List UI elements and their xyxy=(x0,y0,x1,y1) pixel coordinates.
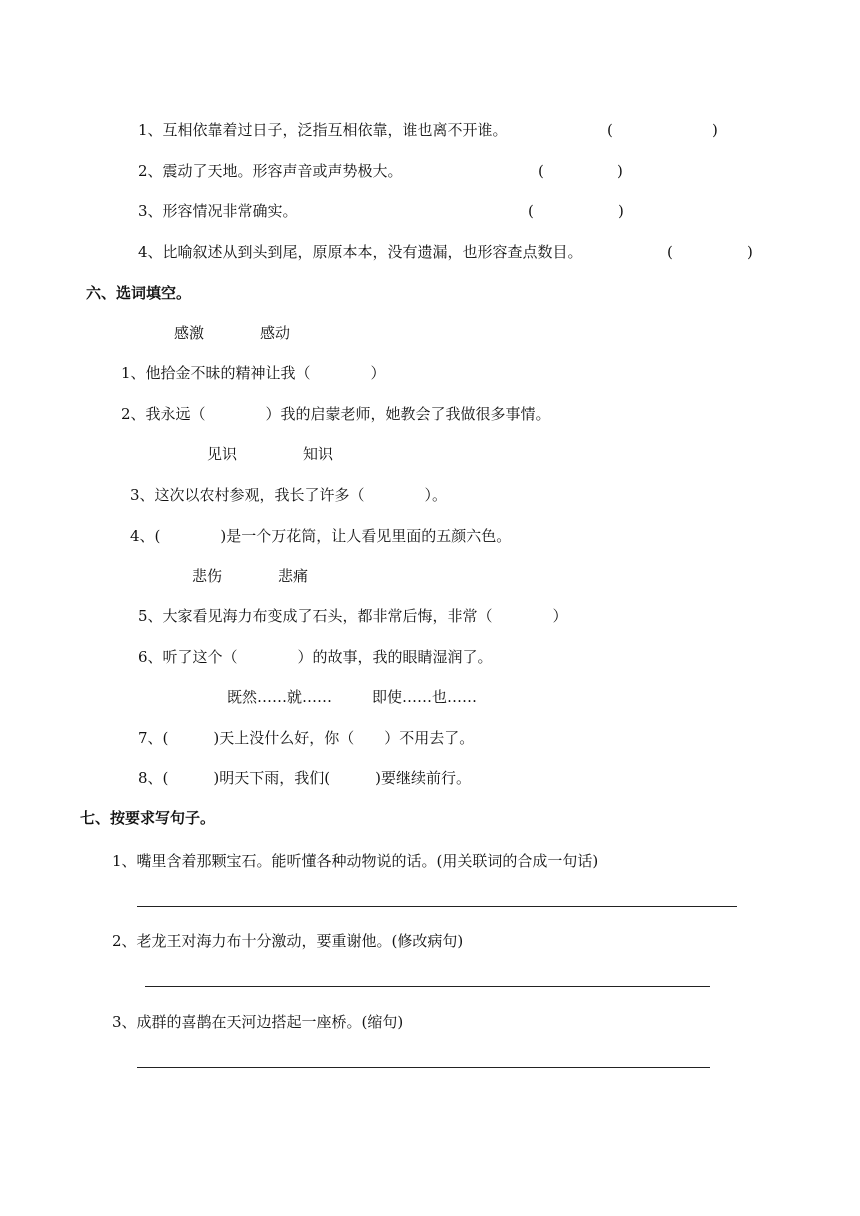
word-choice-4a: 既然……就…… xyxy=(227,688,333,706)
answer-blank-close-3: ) xyxy=(618,202,624,220)
fill-item-7: 7、( )天上没什么好，你（ ）不用去了。 xyxy=(138,729,475,747)
word-choice-1b: 感动 xyxy=(260,324,291,342)
answer-blank-close-2: ) xyxy=(617,162,623,180)
fill-item-2: 2、我永远（ ）我的启蒙老师，她教会了我做很多事情。 xyxy=(121,405,551,423)
word-choice-2a: 见识 xyxy=(207,445,238,463)
fill-item-5: 5、大家看见海力布变成了石头，都非常后悔，非常（ ） xyxy=(138,607,568,625)
section-6-title: 六、选词填空。 xyxy=(86,284,192,302)
sentence-task-2: 2、老龙王对海力布十分激动，要重谢他。(修改病句) xyxy=(112,932,464,950)
sentence-task-3: 3、成群的喜鹊在天河边搭起一座桥。(缩句) xyxy=(112,1013,404,1031)
answer-blank-open-4: ( xyxy=(667,243,673,261)
fill-item-1: 1、他拾金不昧的精神让我（ ） xyxy=(121,364,386,382)
definition-item-2: 2、震动了天地。形容声音或声势极大。 xyxy=(138,162,403,180)
answer-blank-open-3: ( xyxy=(528,202,534,220)
fill-item-4: 4、( )是一个万花筒，让人看见里面的五颜六色。 xyxy=(130,527,512,545)
word-choice-3a: 悲伤 xyxy=(192,567,223,585)
definition-item-1: 1、互相依靠着过日子，泛指互相依靠，谁也离不开谁。 xyxy=(138,121,508,139)
answer-blank-close-4: ) xyxy=(747,243,753,261)
answer-line-1[interactable] xyxy=(137,906,737,907)
word-choice-2b: 知识 xyxy=(303,445,334,463)
section-7-title: 七、按要求写句子。 xyxy=(80,809,216,827)
definition-item-3: 3、形容情况非常确实。 xyxy=(138,202,298,220)
fill-item-8: 8、( )明天下雨，我们( )要继续前行。 xyxy=(138,769,471,787)
fill-item-3: 3、这次以农村参观，我长了许多（ ）。 xyxy=(130,486,448,504)
word-choice-4b: 即使……也…… xyxy=(372,688,478,706)
answer-line-2[interactable] xyxy=(145,986,710,987)
fill-item-6: 6、听了这个（ ）的故事，我的眼睛湿润了。 xyxy=(138,648,493,666)
answer-blank-open-2: ( xyxy=(538,162,544,180)
answer-line-3[interactable] xyxy=(137,1067,710,1068)
word-choice-3b: 悲痛 xyxy=(278,567,309,585)
sentence-task-1: 1、嘴里含着那颗宝石。能听懂各种动物说的话。(用关联词的合成一句话) xyxy=(112,852,599,870)
answer-blank-open-1: ( xyxy=(607,121,613,139)
word-choice-1a: 感激 xyxy=(174,324,205,342)
answer-blank-close-1: ) xyxy=(712,121,718,139)
definition-item-4: 4、比喻叙述从到头到尾，原原本本，没有遗漏，也形容查点数目。 xyxy=(138,243,583,261)
